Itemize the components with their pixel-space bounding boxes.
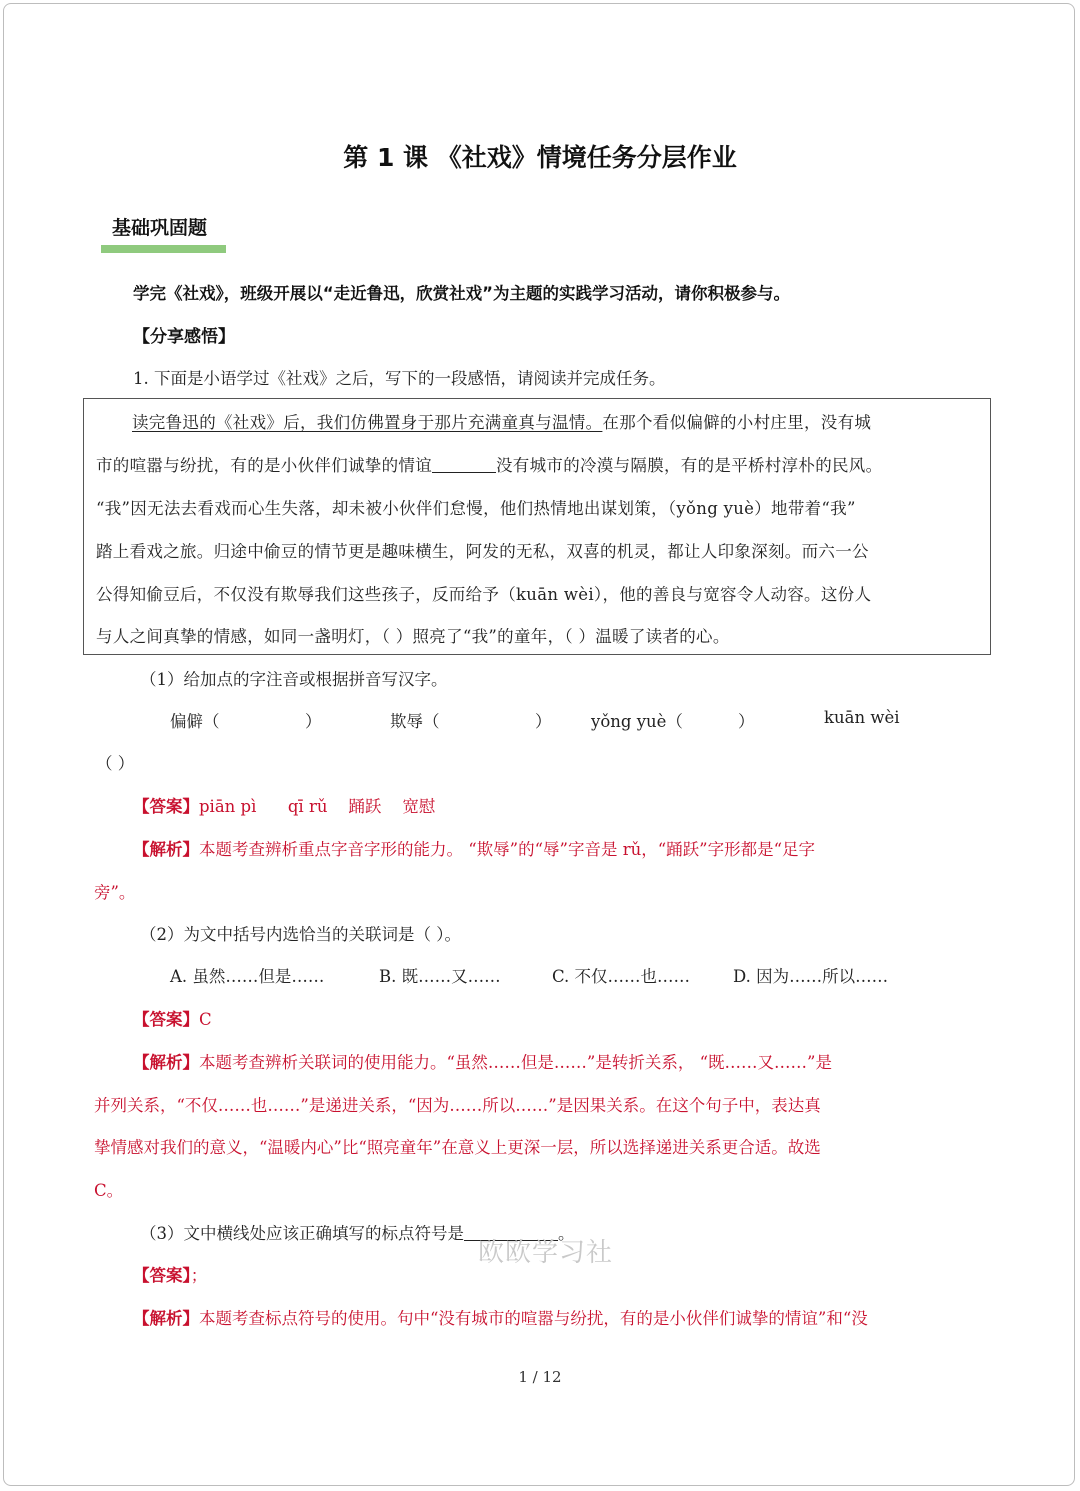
pinyin-item: ）: [535, 712, 552, 731]
answer-1-2: [133, 1006, 212, 1030]
analysis-text: 本题考查辨析关联词的使用能力。“虽然……但是……”是转折关系， “既……又……”是: [199, 1053, 832, 1072]
passage-box: [83, 398, 991, 655]
option-a: A. 虽然……但是……: [170, 967, 325, 986]
answer-text: piān pì qī rǔ 踊跃 宽慰: [199, 797, 436, 816]
analysis-tag: 【解析】: [133, 1309, 199, 1328]
option-d: D. 因为……所以……: [733, 967, 889, 986]
section-label: 基础巩固题: [112, 217, 208, 239]
analysis-tag: 【解析】: [133, 1053, 199, 1072]
sub-heading-share: 【分享感悟】: [133, 327, 235, 347]
analysis-1-1-cont: 旁”。: [94, 883, 136, 902]
pinyin-item: ）: [305, 712, 322, 731]
analysis-text: 本题考查辨析重点字音字形的能力。 “欺辱”的“辱”字音是 rǔ，“踊跃”字形都是“足字: [199, 840, 816, 859]
page-title: 第 1 课 《社戏》情境任务分层作业: [343, 143, 737, 172]
analysis-1-3: [133, 1305, 868, 1329]
answer-tag: 【答案】: [133, 1266, 191, 1285]
analysis-1-2-line-3: 挚情感对我们的意义，“温暖内心”比“照亮童年”在意义上更深一层，所以选择递进关系更合适。故选: [94, 1138, 821, 1157]
punctuation-blank: [432, 456, 496, 474]
passage-line-1-rest: 在那个看似偏僻的小村庄里，没有城: [602, 413, 872, 432]
pinyin-item: ）: [738, 712, 755, 731]
analysis-text: 本题考查标点符号的使用。句中“没有城市的喧嚣与纷扰，有的是小伙伴们诚挚的情谊”和“没: [199, 1309, 868, 1328]
pinyin-item: yǒng yuè（: [591, 712, 683, 731]
passage-line-4: 踏上看戏之旅。归途中偷豆的情节更是趣味横生，阿发的无私，双喜的机灵，都让人印象深刻。而六一公: [96, 542, 869, 561]
passage-underlined: 读完鲁迅的《社戏》后，我们仿佛置身于那片充满童真与温情。: [132, 413, 603, 432]
analysis-1-2-line-2: 并列关系，“不仅……也……”是递进关系，“因为……所以……”是因果关系。在这个句子中，表达真: [94, 1096, 821, 1115]
section-underline-bar: [101, 245, 226, 253]
activity-intro: 学完《社戏》，班级开展以“走近鲁迅，欣赏社戏”为主题的实践学习活动，请你积极参与。: [133, 284, 790, 303]
analysis-1-1: [133, 836, 815, 860]
passage-line-6: 与人之间真挚的情感，如同一盏明灯，（ ）照亮了“我”的童年，（ ）温暖了读者的心。: [96, 627, 730, 646]
passage-line-2b: 没有城市的冷漠与隔膜，有的是平桥村淳朴的民风。: [496, 456, 883, 475]
option-c: C. 不仅……也……: [552, 967, 691, 986]
passage-line-2: [96, 452, 882, 476]
subquestion-3-text: （3）文中横线处应该正确填写的标点符号是: [140, 1224, 464, 1243]
answer-1-3: [133, 1262, 207, 1286]
question-1-intro: 1. 下面是小语学过《社戏》之后，写下的一段感悟，请阅读并完成任务。: [133, 369, 666, 388]
page-number: 1 / 12: [518, 1368, 562, 1386]
pinyin-item: 偏僻（: [170, 712, 220, 731]
watermark: 欧欧学习社: [478, 1238, 614, 1268]
pinyin-item-cont: （ ）: [96, 754, 135, 773]
answer-text: ；: [190, 1266, 208, 1285]
passage-line-5: 公得知偷豆后，不仅没有欺辱我们这些孩子，反而给予（kuān wèi），他的善良与宽容令人动容。这份人: [96, 585, 872, 604]
answer-1-1: [133, 793, 435, 817]
analysis-1-2-line-4: C。: [94, 1181, 124, 1200]
pinyin-item: kuān wèi: [824, 708, 900, 727]
answer-text: C: [199, 1010, 212, 1029]
subquestion-3-end: 。: [558, 1224, 575, 1243]
pinyin-item: 欺辱（: [390, 712, 440, 731]
passage-line-1: [132, 409, 871, 433]
subquestion-1-prompt: （1）给加点的字注音或根据拼音写汉字。: [140, 670, 448, 689]
option-b: B. 既……又……: [379, 967, 501, 986]
subquestion-2-prompt: （2）为文中括号内选恰当的关联词是（ ）。: [140, 925, 461, 944]
analysis-1-2: [133, 1049, 832, 1073]
analysis-tag: 【解析】: [133, 840, 199, 859]
answer-tag: 【答案】: [133, 1010, 199, 1029]
answer-tag: 【答案】: [133, 797, 199, 816]
passage-line-2a: 市的喧嚣与纷扰，有的是小伙伴们诚挚的情谊: [96, 456, 432, 475]
passage-line-3: “我”因无法去看戏而心生失落，却未被小伙伴们怠慢，他们热情地出谋划策，（yǒng yuè）地带着“我”: [96, 499, 856, 518]
